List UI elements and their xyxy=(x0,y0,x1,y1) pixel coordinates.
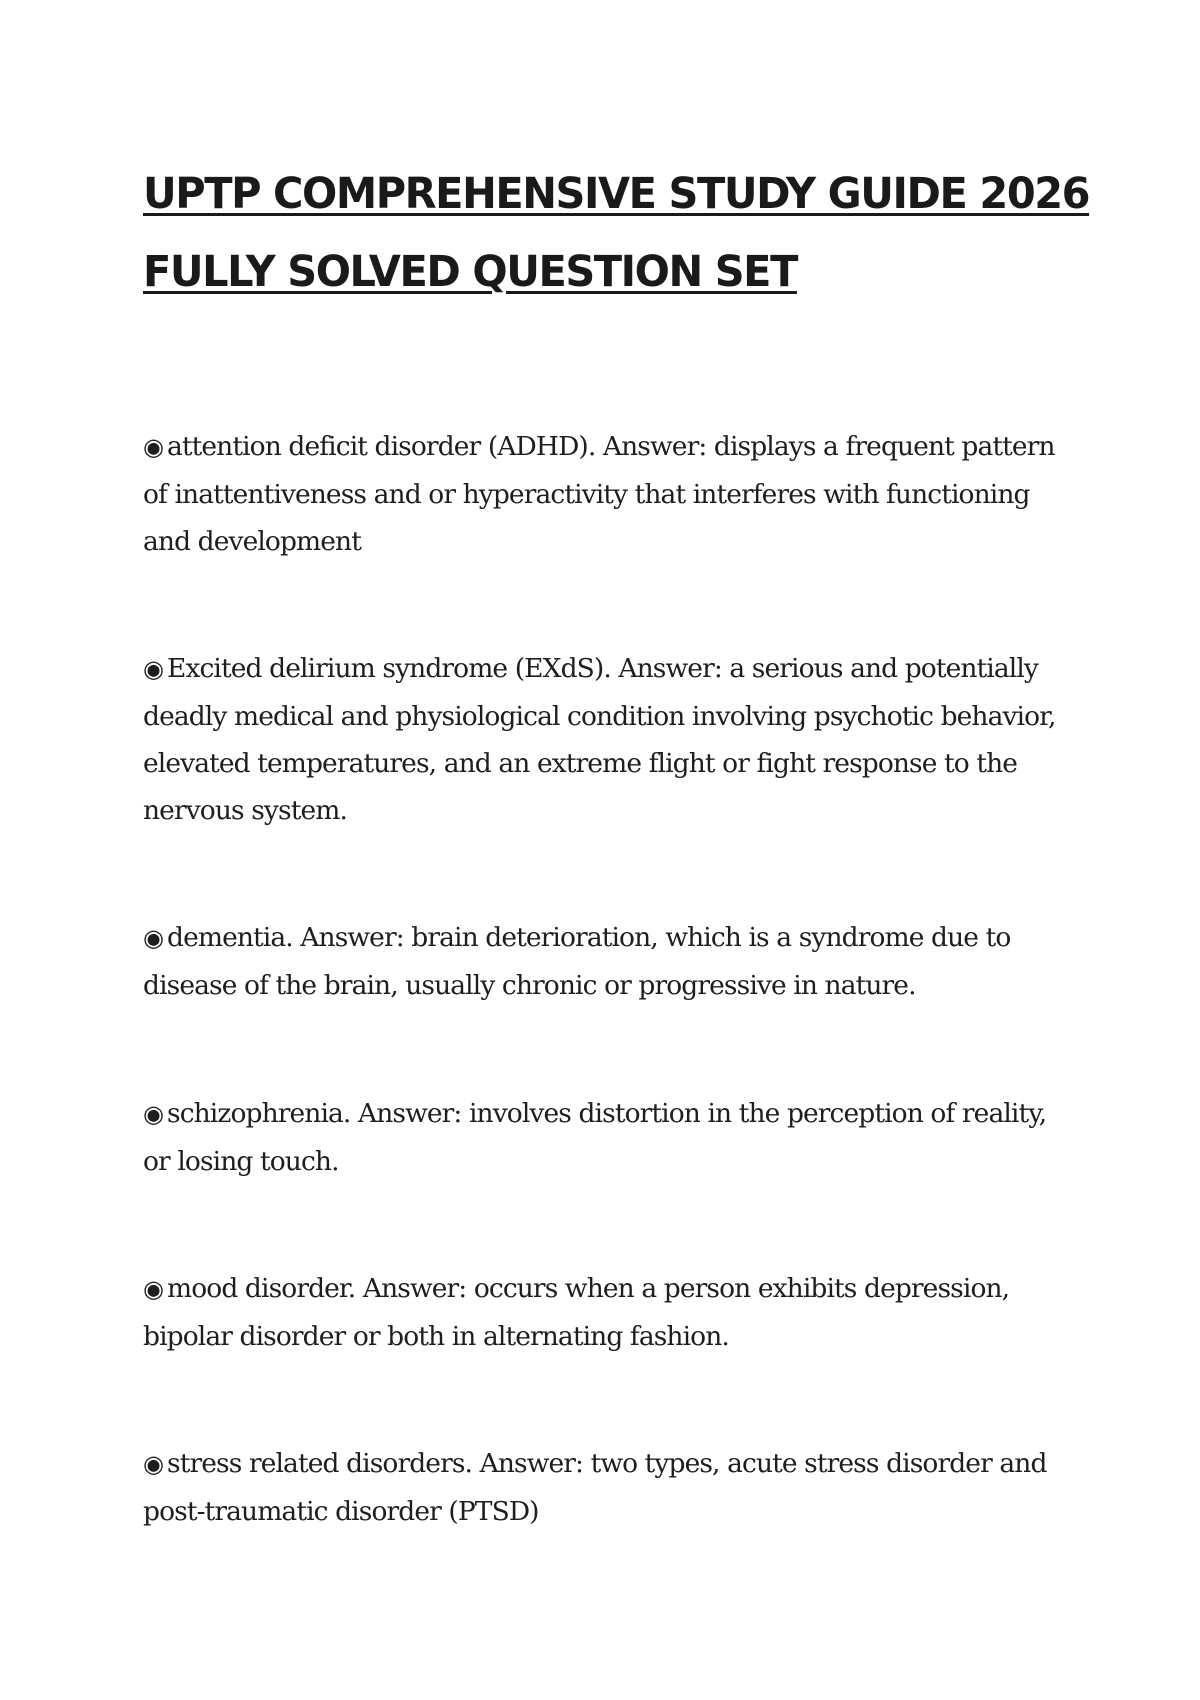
document-title xyxy=(143,155,1090,311)
qa-item-mood-disorder xyxy=(143,1265,1063,1360)
title-line-2: FULLY SOLVED QUESTION SET xyxy=(143,247,797,297)
bullet-icon: ◉ xyxy=(143,1275,164,1303)
bullet-icon: ◉ xyxy=(143,1100,164,1128)
qa-item-dementia xyxy=(143,914,1063,1009)
qa-text: stress related disorders. Answer: two types, acute stress disorder and post-traumatic disorder (PTSD) xyxy=(143,1448,1047,1527)
qa-item-stress-disorders xyxy=(143,1440,1063,1535)
bullet-icon: ◉ xyxy=(143,655,164,683)
bullet-icon: ◉ xyxy=(143,924,164,952)
qa-item-adhd xyxy=(143,423,1063,565)
qa-text: schizophrenia. Answer: involves distortion in the perception of reality, or losing touch. xyxy=(143,1098,1047,1177)
qa-item-excited-delirium xyxy=(143,645,1063,834)
qa-text: mood disorder. Answer: occurs when a person exhibits depression, bipolar disorder or both in alternating fashion. xyxy=(143,1273,1010,1352)
title-line-1: UPTP COMPREHENSIVE STUDY GUIDE 2026 xyxy=(143,169,1090,219)
qa-item-schizophrenia xyxy=(143,1090,1063,1185)
bullet-icon: ◉ xyxy=(143,433,164,461)
qa-text: dementia. Answer: brain deterioration, which is a syndrome due to disease of the brain, usually chronic or progressive in nature. xyxy=(143,922,1011,1001)
qa-text: Excited delirium syndrome (EXdS). Answer: a serious and potentially deadly medical and physiological condition involving psychotic behavior, elevated temperatures, and an extreme flight or fight response to the nervous system. xyxy=(143,653,1056,826)
qa-text: attention deficit disorder (ADHD). Answer: displays a frequent pattern of inattentiveness and or hyperactivity that interferes with functioning and development xyxy=(143,431,1055,557)
bullet-icon: ◉ xyxy=(143,1450,164,1478)
